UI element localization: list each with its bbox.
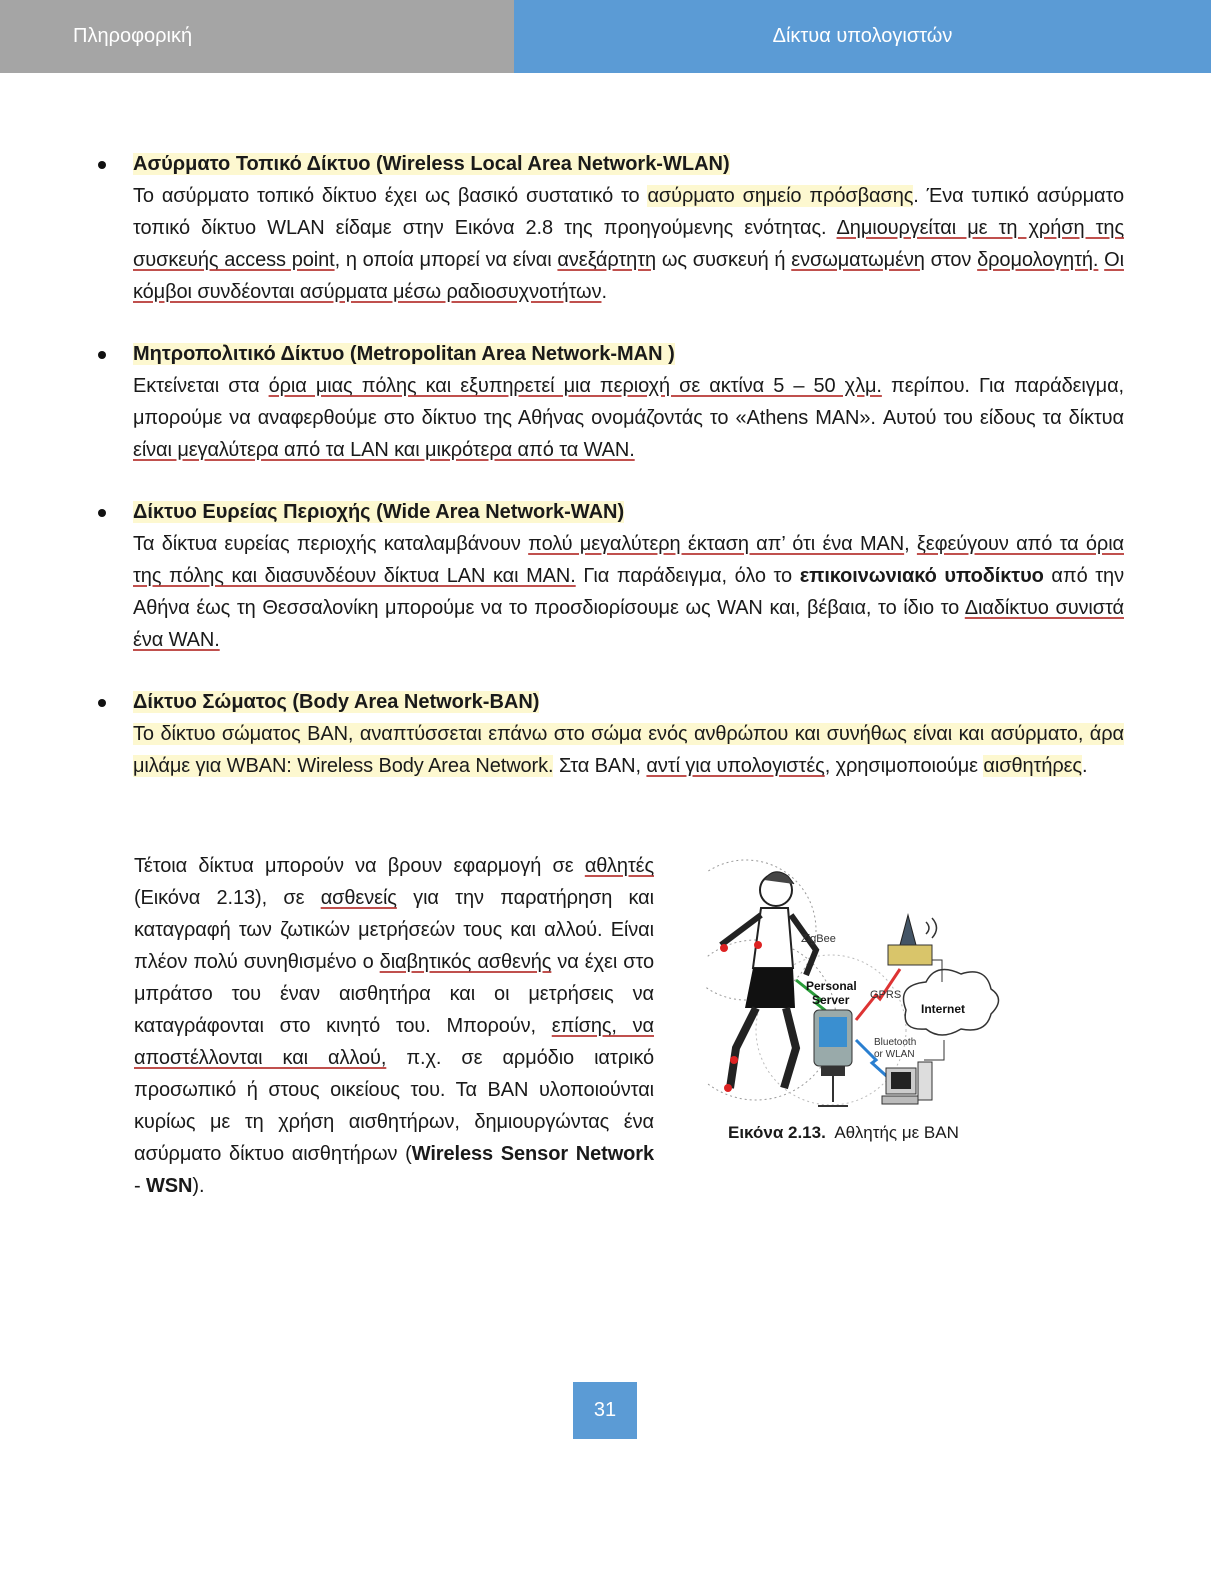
underlined-text: αντί για υπολογιστές <box>646 755 825 777</box>
label-server: Server <box>812 993 850 1007</box>
underlined-text: Οι κόμβοι συνδέονται ασύρματα μέσω ραδιοσυχνοτήτων <box>133 249 1124 303</box>
cell-tower-icon <box>888 915 937 965</box>
text-run: να έχει στο μπράτσο του έναν αισθητήρα και οι μετρήσεις να καταγράφονται στο κινητό του. Μπορούν, <box>134 951 655 1037</box>
highlighted-text: ασύρματο σημείο πρόσβασης <box>647 185 914 207</box>
section-wlan <box>94 148 1124 308</box>
underlined-text: είναι μεγαλύτερα από τα LAN και μικρότερα από τα WAN. <box>133 439 635 461</box>
underlined-text: ασθενείς <box>320 887 397 909</box>
text-run: περίπου. Για παράδειγμα, μπορούμε να αναφερθούμε στο δίκτυο της Αθήνας ονομάζοντάς το «Athens MAN». Αυτού του είδους τα δίκτυα <box>133 375 1125 429</box>
section-title: Ασύρματο Τοπικό Δίκτυο (Wireless Local Area Network-WLAN) <box>133 153 730 175</box>
text-run: , χρησιμοποιούμε <box>824 755 984 777</box>
page-number: 31 <box>573 1382 637 1439</box>
text-run: Το ασύρματο τοπικό δίκτυο έχει ως βασικό συστατικό το <box>133 185 648 207</box>
underlined-text: πολύ μεγαλύτερη έκταση απ’ ότι ένα MAN <box>528 533 905 555</box>
section-body <box>133 528 1124 656</box>
runner-figure-icon <box>720 872 816 1092</box>
bold-text: Wireless Sensor Network <box>411 1143 654 1165</box>
underlined-text: διαβητικός ασθενής <box>379 951 552 973</box>
label-internet: Internet <box>921 1002 966 1016</box>
pda-device-icon <box>814 1010 852 1106</box>
text-run: - <box>134 1175 147 1197</box>
main-content <box>94 148 1124 812</box>
ban-applications-paragraph <box>134 850 654 1202</box>
caption-text: Αθλητής με BAN <box>834 1123 959 1142</box>
section-body <box>133 718 1124 782</box>
section-title: Δίκτυο Σώματος (Body Area Network-BAN) <box>133 691 540 713</box>
text-run: για την παρατήρηση και καταγραφή των ζωτικών μετρήσεών τους και αλλού. Είναι πλέον πολύ συνηθισμένο ο <box>134 887 654 973</box>
page-header <box>0 0 1211 73</box>
underlined-text: δρομολογητή. <box>977 249 1099 271</box>
highlighted-text: Το δίκτυο σώματος BAN, αναπτύσσεται επάνω στο σώμα ενός ανθρώπου και συνήθως είναι και ασύρματο, άρα μιλάμε για WBAN: Wireless Body Area Network. <box>133 723 1124 777</box>
connection-line <box>924 1040 944 1060</box>
label-bluetooth: Bluetooth <box>874 1037 917 1048</box>
text-run: (Εικόνα 2.13), σε <box>134 887 321 909</box>
label-zigbee: ZigBee <box>801 933 836 945</box>
ban-diagram-image <box>706 850 1006 1115</box>
text-run: Τα δίκτυα ευρείας περιοχής καταλαμβάνουν <box>133 533 529 555</box>
text-run: ). <box>192 1175 205 1197</box>
bold-text: επικοινωνιακό υποδίκτυο <box>799 565 1044 587</box>
bullet-icon <box>98 351 106 359</box>
section-title: Δίκτυο Ευρείας Περιοχής (Wide Area Network-WAN) <box>133 501 625 523</box>
label-wlan: or WLAN <box>874 1049 915 1060</box>
highlighted-text: αισθητήρες <box>983 755 1082 777</box>
underlined-text: ξεφεύγουν από τα όρια της πόλης και διασυνδέουν δίκτυα LAN και MAN. <box>133 533 1124 587</box>
text-run: από την Αθήνα έως τη Θεσσαλονίκη μπορούμε να το προσδιορίσουμε ως WAN και, βέβαια, το ίδιο το <box>133 565 1124 619</box>
text-run: Τέτοια δίκτυα μπορούν να βρουν εφαρμογή σε <box>134 855 585 877</box>
section-body <box>133 180 1124 308</box>
section-wan <box>94 496 1124 656</box>
header-subject-title: Πληροφορική <box>0 0 514 73</box>
ban-body <box>134 850 654 1202</box>
text-run: . <box>601 281 607 303</box>
section-ban <box>94 686 1124 782</box>
header-chapter-title: Δίκτυα υπολογιστών <box>514 0 1211 73</box>
underlined-text: όρια μιας πόλης και εξυπηρετεί μια περιοχή σε ακτίνα 5 – 50 χλμ. <box>268 375 882 397</box>
text-run: π.χ. σε αρμόδιο ιατρικό προσωπικό ή στους οικείους του. Τα BAN υλοποιούνται κυρίως με τη χρήση αισθητήρων, δημιουργώντας ένα ασύρματο δίκτυο αισθητήρων ( <box>134 1047 654 1165</box>
text-run: . Ένα τυπικό ασύρματο τοπικό δίκτυο WLAN είδαμε στην Εικόνα 2.8 της προηγούμενης ενότητας. <box>133 185 1124 239</box>
bullet-icon <box>98 699 106 707</box>
section-body <box>133 370 1124 466</box>
bullet-icon <box>98 161 106 169</box>
internet-cloud-icon <box>904 970 999 1036</box>
text-run: Εκτείνεται στα <box>133 375 269 397</box>
underlined-text: Διαδίκτυο συνιστά ένα WAN. <box>133 597 1124 651</box>
text-run: Για παράδειγμα, όλο το <box>575 565 800 587</box>
underlined-text: Δημιουργείται με τη χρήση της συσκευής access point <box>133 217 1124 271</box>
section-man <box>94 338 1124 466</box>
text-run: Στα BAN, <box>553 755 647 777</box>
underlined-text: επίσης, να αποστέλλονται και αλλού, <box>134 1015 654 1069</box>
underlined-text: ενσωματωμένη <box>791 249 925 271</box>
underlined-text: αθλητές <box>584 855 654 877</box>
text-run: , η οποία μπορεί να είναι <box>334 249 558 271</box>
caption-number: Εικόνα 2.13. <box>728 1123 826 1142</box>
underlined-text: ανεξάρτητη <box>557 249 657 271</box>
section-title: Μητροπολιτικό Δίκτυο (Metropolitan Area Network-MAN ) <box>133 343 675 365</box>
text-run: . <box>1081 755 1088 777</box>
desktop-computer-icon <box>882 1062 932 1104</box>
figure-caption <box>706 1123 1016 1143</box>
figure-athlete-ban <box>706 850 1016 1143</box>
bold-text: WSN <box>146 1175 193 1197</box>
text-run: ως συσκευή ή <box>656 249 792 271</box>
label-gprs: GPRS <box>870 989 902 1001</box>
text-run: , <box>904 533 917 555</box>
text-run: στον <box>924 249 978 271</box>
bullet-icon <box>98 509 106 517</box>
label-personal: Personal <box>806 979 857 993</box>
